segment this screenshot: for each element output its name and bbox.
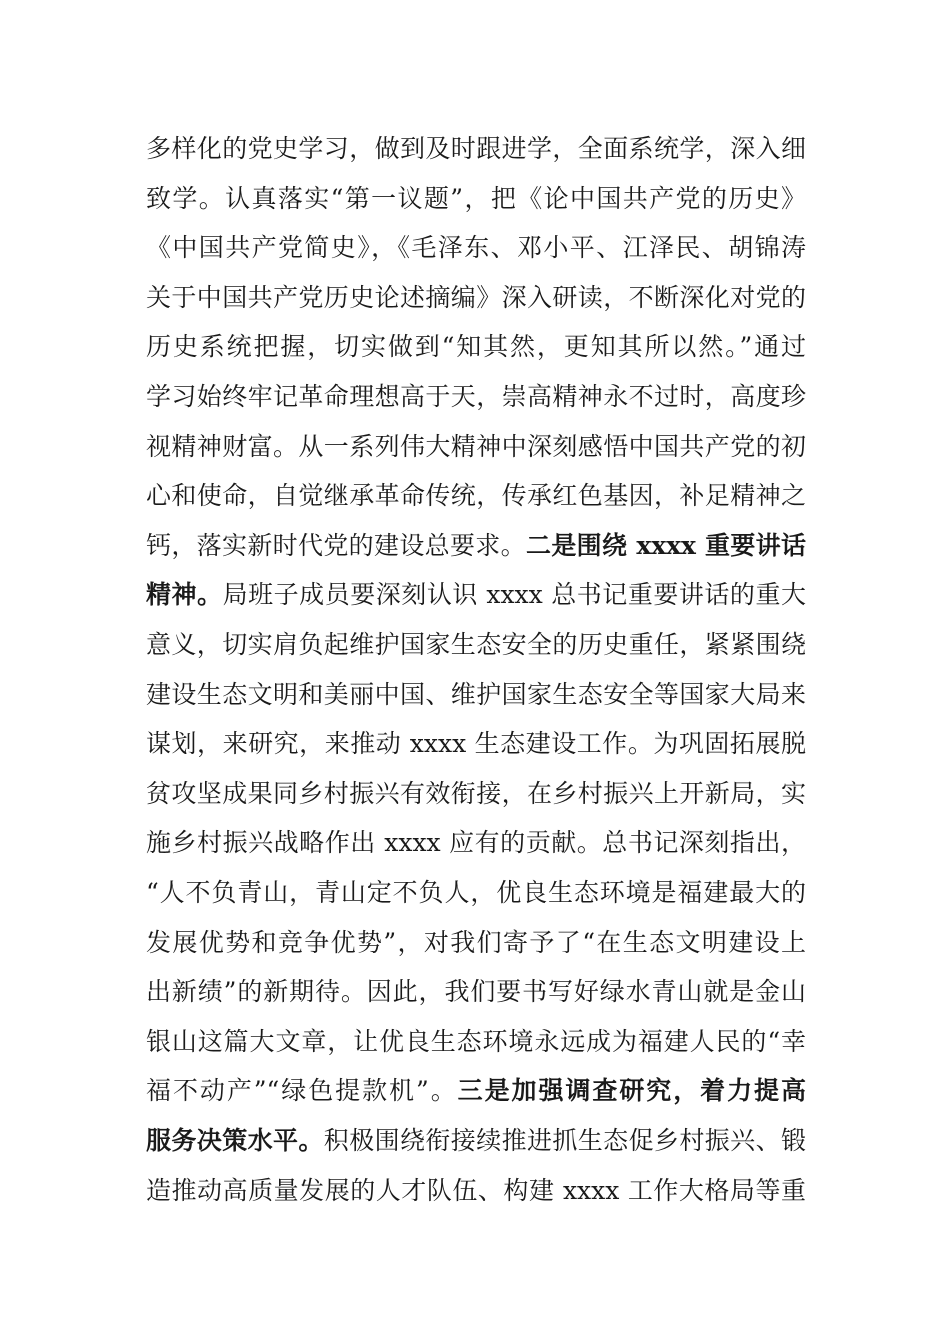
bold-heading-run: 精神。 (146, 580, 223, 610)
text-line-content (146, 770, 806, 818)
text-line (146, 1167, 806, 1215)
text-line (146, 720, 806, 768)
text-line (146, 770, 806, 818)
text-line (146, 1067, 806, 1115)
text-run: 致学。认真落实“第一议题”，把《论中国共产党的历史》 (146, 183, 806, 213)
text-line (146, 472, 806, 520)
text-run: 心和使命，自觉继承革命传统，传承红色基因，补足精神之 (146, 481, 806, 511)
text-line (146, 671, 806, 719)
text-line-content (146, 1067, 806, 1115)
text-run: 学习始终牢记革命理想高于天，崇高精神永不过时，高度珍 (146, 382, 806, 411)
text-run: 出新绩”的新期待。因此，我们要书写好绿水青山就是金山 (146, 977, 806, 1007)
text-line (146, 621, 806, 669)
text-line (146, 571, 806, 619)
text-line-content (146, 274, 806, 322)
text-run: 意义，切实肩负起维护国家生态安全的历史重任，紧紧围绕 (146, 630, 806, 659)
text-run: 谋划，来研究，来推动 xxxx 生态建设工作。为巩固拓展脱 (146, 729, 806, 759)
text-line-content (146, 373, 806, 421)
text-line-content (146, 522, 806, 570)
text-run: 钙，落实新时代党的建设总要求。 (146, 530, 526, 560)
text-line (146, 869, 806, 917)
text-line-content (146, 819, 806, 867)
text-run: 历史系统把握，切实做到“知其然，更知其所以然。”通过 (146, 332, 806, 362)
text-run: 视精神财富。从一系列伟大精神中深刻感悟中国共产党的初 (146, 431, 806, 461)
text-line-content (146, 472, 806, 520)
text-line-content (146, 720, 806, 768)
text-run: 银山这篇大文章，让优良生态环境永远成为福建人民的“幸 (146, 1026, 806, 1056)
text-run: 建设生态文明和美丽中国、维护国家生态安全等国家大局来 (146, 679, 806, 709)
text-line (146, 919, 806, 967)
text-line (146, 522, 806, 570)
text-line-content (146, 323, 806, 371)
text-line (146, 125, 806, 173)
text-run: 积极围绕衔接续推进抓生态促乡村振兴、锻 (323, 1126, 806, 1155)
text-line-content (146, 1117, 806, 1165)
text-line-content (146, 671, 806, 719)
text-run: 造推动高质量发展的人才队伍、构建 xxxx 工作大格局等重 (146, 1175, 806, 1205)
text-line (146, 373, 806, 421)
text-line-content (146, 968, 806, 1016)
text-line (146, 323, 806, 371)
text-line-content (146, 869, 806, 917)
text-line-content (146, 224, 806, 272)
text-line (146, 175, 806, 223)
text-run: 关于中国共产党历史论述摘编》深入研读，不断深化对党的 (146, 282, 806, 312)
bold-heading-run: 服务决策水平。 (146, 1126, 324, 1155)
bold-heading-run: 二是围绕 xxxx 重要讲话 (525, 530, 806, 560)
bold-heading-run: 三是加强调查研究，着力提高 (457, 1076, 806, 1106)
text-run: 多样化的党史学习，做到及时跟进学，全面系统学，深入细 (146, 134, 806, 163)
text-line (146, 224, 806, 272)
text-line-content (146, 423, 806, 471)
text-run: “人不负青山，青山定不负人，优良生态环境是福建最大的 (146, 878, 806, 907)
text-line-content (146, 621, 806, 669)
text-line-content (146, 1167, 806, 1215)
text-line-content (146, 571, 806, 619)
text-run: 福不动产”“绿色提款机”。 (146, 1076, 458, 1106)
text-line-content (146, 919, 806, 967)
text-run: 施乡村振兴战略作出 xxxx 应有的贡献。总书记深刻指出， (146, 828, 806, 858)
text-line (146, 819, 806, 867)
text-run: 贫攻坚成果同乡村振兴有效衔接，在乡村振兴上开新局，实 (146, 778, 806, 808)
text-line (146, 1018, 806, 1066)
text-run: 发展优势和竞争优势”，对我们寄予了“在生态文明建设上 (146, 927, 806, 957)
text-run: 局班子成员要深刻认识 xxxx 总书记重要讲话的重大 (222, 580, 806, 610)
text-line-content (146, 175, 806, 223)
text-line (146, 274, 806, 322)
text-line-content (146, 1018, 806, 1066)
text-run: 《中国共产党简史》，《毛泽东、邓小平、江泽民、胡锦涛 (146, 233, 806, 263)
text-line-content (146, 125, 806, 173)
text-line (146, 423, 806, 471)
text-line (146, 1117, 806, 1165)
text-line (146, 968, 806, 1016)
